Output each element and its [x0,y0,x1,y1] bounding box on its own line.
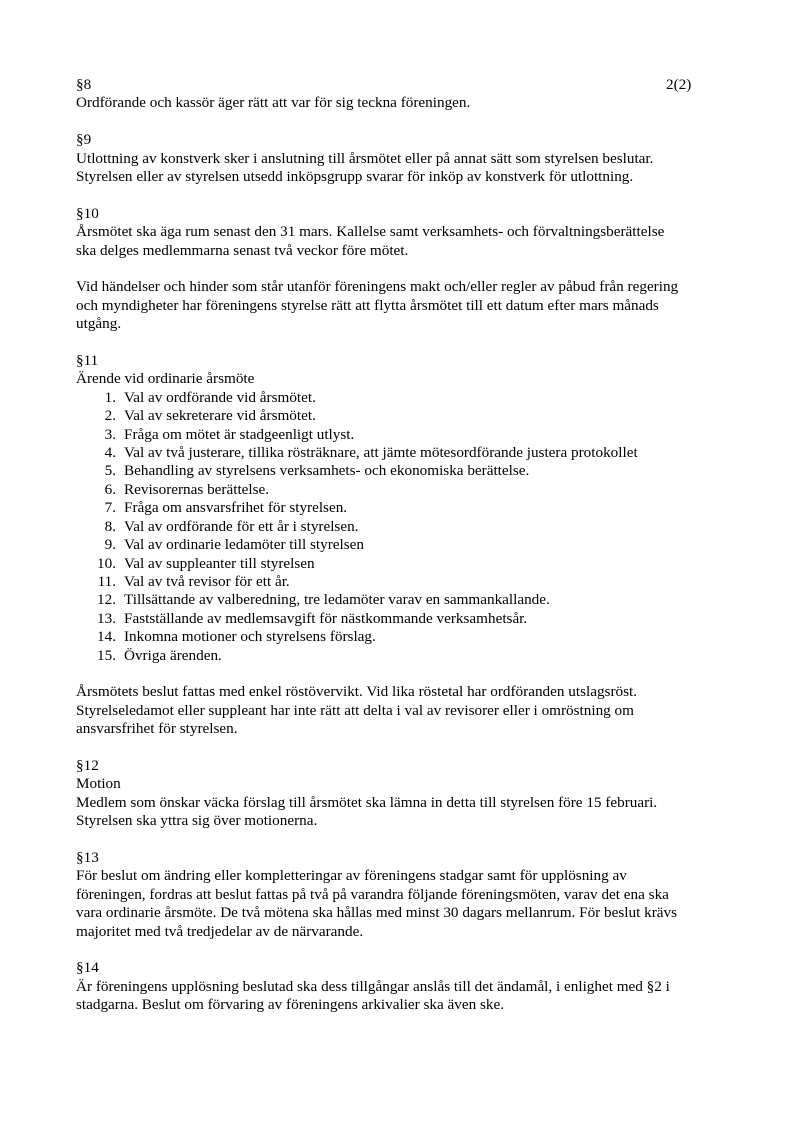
section-subheading: Motion [76,775,121,793]
section-11 [76,352,726,739]
section-text-line: Utlottning av konstverk sker i anslutning till årsmötet eller på annat sätt som styrelsen beslutar. [76,149,654,167]
list-item: 2. Val av sekreterare vid årsmötet. [104,407,316,425]
section-text-line: ska delges medlemmarna senast två veckor före mötet. [76,241,409,259]
section-text-line: Styrelsen ska yttra sig över motionerna. [76,812,318,830]
section-text-line: majoritet med två tredjedelar av de närvarande. [76,922,364,940]
list-item: 15. Övriga ärenden. [97,646,222,664]
section-text-line: Ordförande och kassör äger rätt att var för sig teckna föreningen. [76,94,471,112]
section-text-line: Vid händelser och hinder som står utanför föreningens makt och/eller regler av påbud från regering [76,278,679,296]
document-body [76,76,726,1015]
list-item: 8. Val av ordförande för ett år i styrelsen. [104,517,359,535]
section-text-line: utgång. [76,315,122,333]
section-text-line: föreningen, fordras att beslut fattas på två på varandra följande föreningsmöten, varav det ena ska [76,885,669,903]
section-text-line: Årsmötets beslut fattas med enkel röstövervikt. Vid lika röstetal har ordföranden utslagsröst. [76,683,638,701]
section-heading: §10 [76,204,99,222]
list-item: 1. Val av ordförande vid årsmötet. [104,388,316,406]
list-item: 10. Val av suppleanter till styrelsen [97,554,315,572]
list-item: 4. Val av två justerare, tillika rösträknare, att jämte mötesordförande justera protokollet [104,444,638,462]
section-heading: §8 [76,76,92,93]
section-heading: §9 [76,131,92,149]
section-text-line: ansvarsfrihet för styrelsen. [76,720,238,738]
list-item: 3. Fråga om mötet är stadgeenligt utlyst. [104,425,355,443]
section-12 [76,757,726,831]
section-heading: §13 [76,848,99,866]
list-item: 6. Revisorernas berättelse. [104,480,270,498]
section-heading: §11 [76,352,99,370]
list-item: 14. Inkomna motioner och styrelsens förslag. [97,628,376,646]
section-13 [76,849,726,941]
section-text-line: Årsmötet ska äga rum senast den 31 mars. Kallelse samt verksamhets- och förvaltningsberättelse [76,223,665,241]
list-item: 11. Val av två revisor för ett år. [97,572,290,590]
section-text-line: stadgarna. Beslut om förvaring av föreningens arkivalier ska även ske. [76,996,505,1014]
section-9 [76,131,726,186]
list-item: 9. Val av ordinarie ledamöter till styrelsen [104,536,364,554]
list-item: 5. Behandling av styrelsens verksamhets- och ekonomiska berättelse. [104,462,530,480]
section-heading: §14 [76,959,99,977]
section-heading: §12 [76,756,99,774]
section-10 [76,205,726,334]
section-text-line: Medlem som önskar väcka förslag till årsmötet ska lämna in detta till styrelsen före 15 februari. [76,793,658,811]
section-subheading: Ärende vid ordinarie årsmöte [76,370,255,388]
section-text-line: För beslut om ändring eller kompletteringar av föreningens stadgar samt för upplösning av [76,867,627,885]
section-text-line: vara ordinarie årsmöte. De två mötena ska hållas med minst 30 dagars mellanrum. För beslut krävs [76,904,678,922]
list-item: 13. Fastställande av medlemsavgift för nästkommande verksamhetsår. [97,609,528,627]
agenda-list [76,389,726,665]
page-number: 2(2) [666,76,692,93]
list-item: 12. Tillsättande av valberedning, tre ledamöter varav en sammankallande. [97,591,550,609]
section-text-line: Styrelsen eller av styrelsen utsedd inköpsgrupp svarar för inköp av konstverk för utlottning. [76,168,634,186]
section-text-line: och myndigheter har föreningens styrelse rätt att flytta årsmötet till ett datum efter mars månads [76,296,659,314]
section-text-line: Är föreningens upplösning beslutad ska dess tillgångar anslås till det ändamål, i enlighet med §2 i [76,977,670,995]
section-8 [76,76,726,113]
list-item: 7. Fråga om ansvarsfrihet för styrelsen. [104,499,348,517]
section-text-line: Styrelseledamot eller suppleant har inte rätt att delta i val av revisorer eller i omröstning om [76,701,634,719]
section-14 [76,959,726,1014]
